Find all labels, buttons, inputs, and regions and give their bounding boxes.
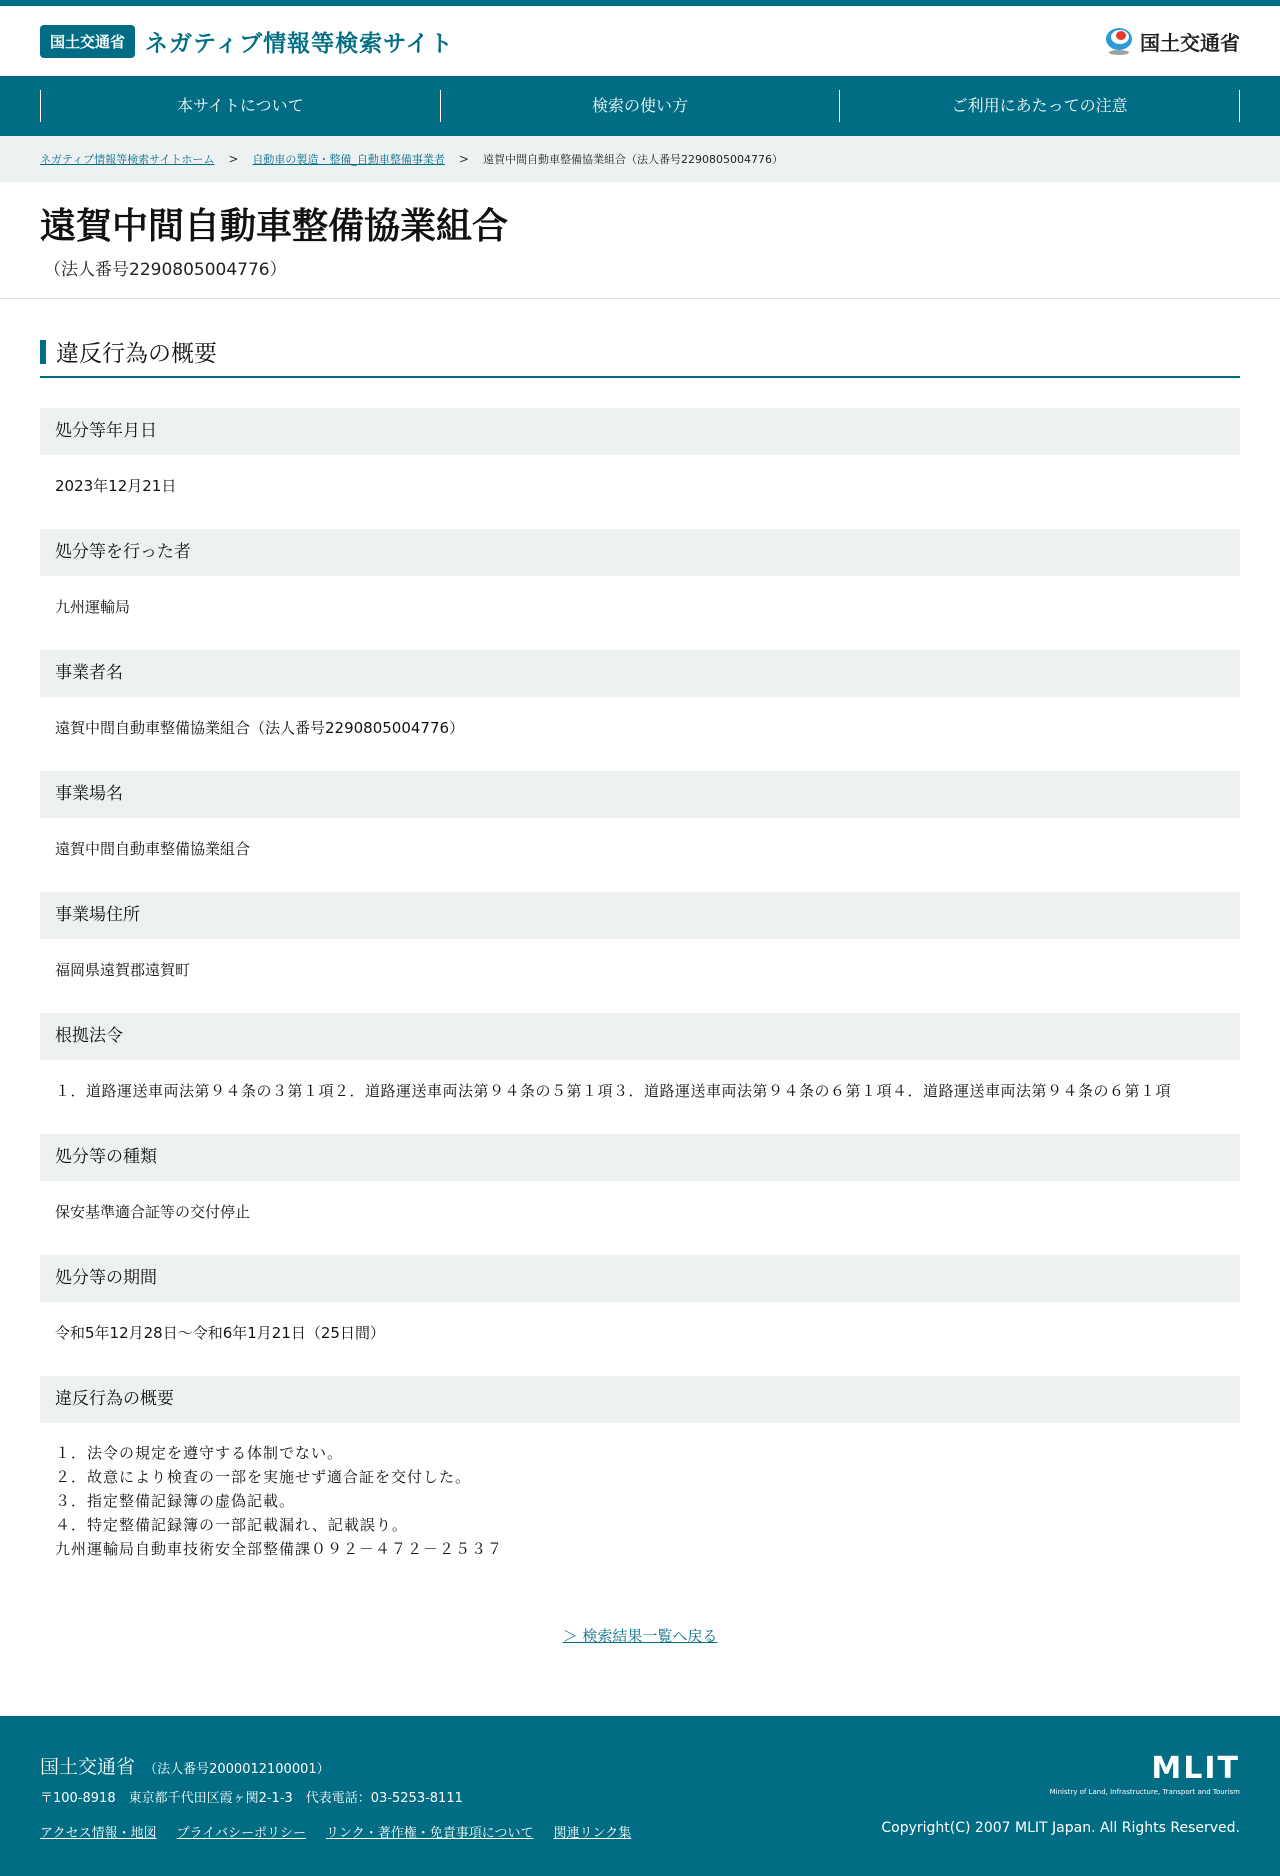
global-nav <box>0 76 1280 136</box>
field-label-site-address: 事業場住所 <box>40 892 1240 939</box>
field-value-site-address: 福岡県遠賀郡遠賀町 <box>55 961 191 979</box>
breadcrumb-separator: > <box>458 152 469 166</box>
field-label-legal-basis: 根拠法令 <box>40 1013 1240 1060</box>
page-title-area <box>0 182 1280 299</box>
mlit-logo-text: MLIT <box>1151 1751 1240 1786</box>
mlit-logo[interactable] <box>1049 1751 1240 1796</box>
field-label-business-name: 事業者名 <box>40 650 1240 697</box>
nav-item-notes[interactable]: ご利用にあたっての注意 <box>839 90 1240 122</box>
site-title: ネガティブ情報等検索サイト <box>145 30 454 57</box>
nav-item-how-to-search[interactable]: 検索の使い方 <box>440 90 840 122</box>
violation-line: ４．特定整備記録簿の一部記載漏れ、記載誤り。 <box>55 1516 408 1534</box>
field-label-authority: 処分等を行った者 <box>40 529 1240 576</box>
breadcrumb-separator: > <box>228 152 239 166</box>
back-to-results-link[interactable]: ＞ 検索結果一覧へ戻る <box>562 1627 718 1645</box>
ministry-logo[interactable] <box>1104 26 1240 56</box>
field-value-disposition-period: 令和5年12月28日～令和6年1月21日（25日間） <box>55 1324 385 1342</box>
field-value-business-name: 遠賀中間自動車整備協業組合（法人番号2290805004776） <box>55 719 465 737</box>
field-label-disposition-period: 処分等の期間 <box>40 1255 1240 1302</box>
section-heading <box>40 335 1240 378</box>
nav-item-about[interactable]: 本サイトについて <box>40 90 440 122</box>
mlit-logo-subtitle: Ministry of Land, Infrastructure, Transport and Tourism <box>1049 1788 1240 1796</box>
footer-link-access[interactable]: アクセス情報・地図 <box>40 1826 157 1841</box>
footer-link-privacy[interactable]: プライバシーポリシー <box>176 1826 306 1841</box>
field-label-site-name: 事業場名 <box>40 771 1240 818</box>
breadcrumb <box>0 136 1280 182</box>
field-value-disposition-date: 2023年12月21日 <box>55 477 177 495</box>
corporate-number: （法人番号2290805004776） <box>44 260 287 280</box>
ministry-name: 国土交通省 <box>1140 30 1240 55</box>
site-brand[interactable] <box>40 25 454 58</box>
footer-address: 〒100-8918 東京都千代田区霞ヶ関2-1-3 代表電話：03-5253-8111 <box>40 1791 463 1806</box>
ministry-emblem-icon <box>1104 26 1134 56</box>
field-value-violation-summary <box>40 1423 1240 1585</box>
page-title: 遠賀中間自動車整備協業組合 <box>40 206 509 247</box>
violation-line: １．法令の規定を遵守する体制でない。 <box>55 1444 344 1462</box>
section-heading-text: 違反行為の概要 <box>56 341 217 367</box>
heading-accent-bar <box>40 340 46 364</box>
violation-line: ３．指定整備記録簿の虚偽記載。 <box>55 1492 296 1510</box>
field-value-disposition-type: 保安基準適合証等の交付停止 <box>55 1203 251 1221</box>
field-value-site-name: 遠賀中間自動車整備協業組合 <box>55 840 251 858</box>
breadcrumb-current: 遠賀中間自動車整備協業組合（法人番号2290805004776） <box>482 153 783 166</box>
field-label-disposition-type: 処分等の種類 <box>40 1134 1240 1181</box>
breadcrumb-home-link[interactable]: ネガティブ情報等検索サイトホーム <box>40 153 215 166</box>
site-header <box>0 6 1280 76</box>
violation-contact-line: 九州運輸局自動車技術安全部整備課０９２－４７２－２５３７ <box>55 1540 504 1558</box>
field-label-violation-summary: 違反行為の概要 <box>40 1376 1240 1423</box>
field-value-legal-basis: １．道路運送車両法第９４条の３第１項２．道路運送車両法第９４条の５第１項３．道路運送車両法第９４条の６第１項４．道路運送車両法第９４条の６第１項 <box>55 1082 1172 1100</box>
detail-list <box>40 408 1240 1585</box>
violation-line: ２．故意により検査の一部を実施せず適合証を交付した。 <box>55 1468 472 1486</box>
field-value-authority: 九州運輸局 <box>55 598 131 616</box>
ministry-badge: 国土交通省 <box>40 25 135 58</box>
breadcrumb-category-link[interactable]: 自動車の製造・整備_自動車整備事業者 <box>252 153 445 166</box>
back-link-area <box>40 1625 1240 1646</box>
site-footer <box>0 1716 1280 1876</box>
footer-org-number: （法人番号2000012100001） <box>144 1762 330 1777</box>
footer-link-copyright[interactable]: リンク・著作権・免責事項について <box>325 1826 534 1841</box>
field-label-disposition-date: 処分等年月日 <box>40 408 1240 455</box>
main-content <box>0 299 1280 1646</box>
footer-copyright: Copyright(C) 2007 MLIT Japan. All Rights Reserved. <box>881 1820 1240 1836</box>
footer-org-name: 国土交通省 <box>40 1756 136 1778</box>
footer-link-related[interactable]: 関連リンク集 <box>553 1826 632 1841</box>
